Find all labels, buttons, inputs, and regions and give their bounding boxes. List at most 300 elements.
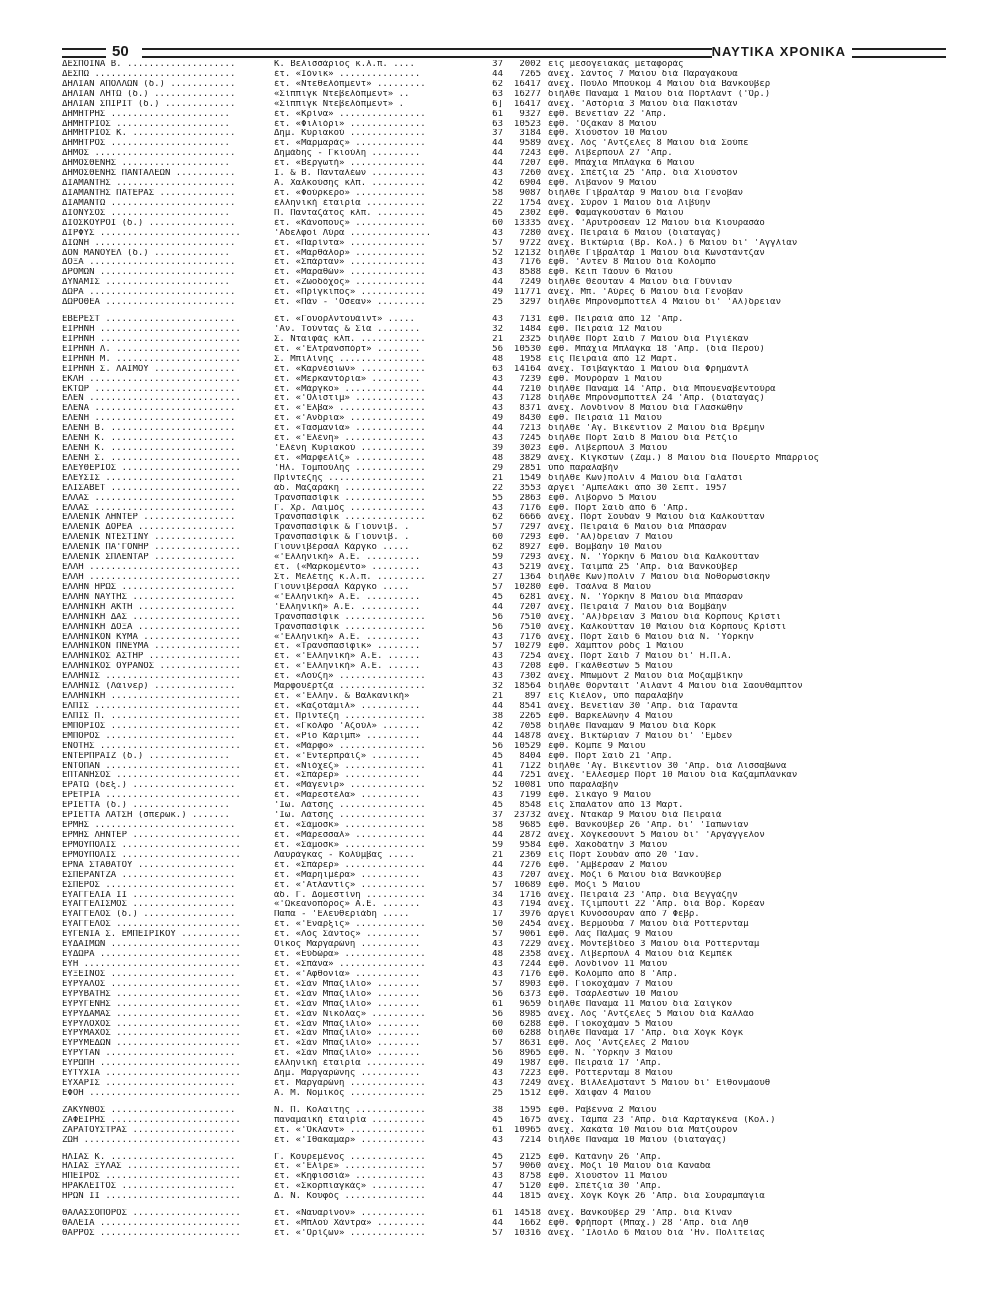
table-row	[62, 159, 946, 169]
movement: ἐφθ. Τσάλνα 8 Μαΐου	[548, 582, 651, 592]
tonnage: 7280	[519, 228, 541, 238]
movement: εἰς Πόρτ Σουδάν ἀπό 20 'Ιαν.	[548, 850, 700, 860]
year-built: 56	[492, 1049, 503, 1059]
ship-name: ΔΕΣΠΟΙΝΑ Β. ....................	[62, 60, 236, 69]
movement: ἐφθ. Ρόττερνταμ 8 Μαΐου	[548, 1069, 673, 1079]
ship-ledger	[62, 60, 946, 1246]
tonnage: 7302	[519, 672, 541, 682]
movement: ἀνεχ. Λὸς 'Αντζελες 5 Μαΐου διά Καλλάο	[548, 1009, 754, 1019]
ship-name: ΕΛΕΝΑ ..........................	[62, 404, 236, 414]
year-built: 44	[492, 159, 503, 169]
table-row	[62, 791, 946, 801]
movement: ἐφθ. Μπάχια Μπλάγκα 6 Μαΐου	[548, 159, 695, 169]
owner: ἑτ. «Σὰν Νικόλας» ..........	[274, 1009, 426, 1019]
year-built: 45	[492, 751, 503, 761]
tonnage: 16277	[513, 89, 541, 99]
owner: «'Ωκεανοπόρος» Α.Ε. .......	[274, 900, 421, 910]
table-row	[62, 1106, 946, 1116]
ship-name: ΕΛΛΗΝΙΚΟΝ ΠΝΕΥΜΑ ................	[62, 642, 241, 652]
year-built: 45	[492, 801, 503, 811]
tonnage: 2002	[519, 60, 541, 69]
ship-name: ΔΙΑΜΑΝΤΗΣ ......................	[62, 179, 236, 189]
tonnage: 6904	[519, 179, 541, 189]
ship-name: ΕΥΡΥΒΑΤΗΣ .......................	[62, 989, 241, 999]
table-row	[62, 335, 946, 345]
ship-group	[62, 1106, 946, 1146]
tonnage: 1754	[519, 198, 541, 208]
movement: εἰς μεσογειακάς μεταφοράς	[548, 60, 684, 69]
tonnage: 8927	[519, 543, 541, 553]
year-built: 39	[492, 444, 503, 454]
movement: ἀνεχ. Μοντεβίδεο 3 Μαΐου διά Ρόττερνταμ	[548, 940, 760, 950]
ship-name: ΕΙΡΗΝΗ ..........................	[62, 324, 241, 334]
table-row	[62, 682, 946, 692]
tonnage: 3297	[519, 298, 541, 308]
movement: ἐφθ. Κόμπε 9 Μαΐου	[548, 741, 646, 751]
year-built: 60	[492, 1019, 503, 1029]
owner: ἑτ. «'Αφθονία» ............	[274, 969, 421, 979]
tonnage: 5219	[519, 563, 541, 573]
movement: ἐφθ. Ν. 'Υόρκην 3 Μαΐου	[548, 1049, 673, 1059]
table-row	[62, 742, 946, 752]
ship-name: ΕΝΟΤΗΣ ..........................	[62, 741, 241, 751]
movement: διῆλθε Θόρνταιτ 'Αϊλαντ 4 Μαΐου διά Σαουθάμπτον	[548, 682, 803, 692]
year-built: 62	[492, 543, 503, 553]
tonnage: 2872	[519, 830, 541, 840]
owner: ἑτ. «Φιλιόρι» ..............	[274, 119, 426, 129]
year-built: 48	[492, 950, 503, 960]
tonnage: 2851	[519, 463, 541, 473]
table-row	[62, 722, 946, 732]
year-built: 17	[492, 910, 503, 920]
table-row	[62, 375, 946, 385]
table-row	[62, 523, 946, 533]
owner: ἑτ. «Γουορλντουάϊντ» .....	[274, 315, 415, 325]
table-row	[62, 881, 946, 891]
owner: Πρίντεζης ..................	[274, 473, 426, 483]
tonnage: 9722	[519, 238, 541, 248]
tonnage: 2369	[519, 850, 541, 860]
tonnage: 10316	[513, 1229, 541, 1239]
table-row	[62, 1089, 946, 1099]
ship-name: ΕΥΡΥΔΑΜΑΣ .......................	[62, 1009, 241, 1019]
table-row	[62, 692, 946, 702]
tonnage: 8541	[519, 702, 541, 711]
year-built: 43	[492, 632, 503, 642]
ship-name: ΔΩΡΟΘΕΑ ........................	[62, 298, 236, 308]
ship-name: ΕΡΙΕΤΤΑ ΛΑΤΣΗ (σπερωκ.) .......	[62, 811, 230, 821]
year-built: 44	[492, 860, 503, 870]
table-row	[62, 672, 946, 682]
ship-name: ΖΑΡΑΤΟΥΣΤΡΑΣ ...................	[62, 1125, 236, 1135]
ship-group	[62, 315, 946, 1099]
owner: ἑτ. «Σπάρερ» ...............	[274, 860, 426, 870]
tonnage: 2863	[519, 493, 541, 503]
movement: ἀνεχ. Βερμούδα 7 Μαΐου διά Ρόττερνταμ	[548, 920, 749, 930]
ship-name: ΖΩΗ .............................	[62, 1135, 241, 1145]
movement: ἀνεχ. 'Αστόρια 3 Μαΐου διά Πακιστάν	[548, 99, 738, 109]
ship-name: ΕΣΠΕΡΑΝΤΖΑ .....................	[62, 870, 236, 880]
table-row	[62, 613, 946, 623]
ship-name: ΕΛΛΕΝΙΚ ΣΠΛΕΝΤΑΡ ...............	[62, 553, 236, 563]
tonnage: 9589	[519, 139, 541, 149]
owner: ἑτ. («Μαρκομέντο» .........	[274, 563, 421, 573]
year-built: 61	[492, 999, 503, 1009]
table-row	[62, 603, 946, 613]
year-built: 57	[492, 523, 503, 533]
year-built: 21	[492, 473, 503, 483]
owner: Τρανσπασίφικ ...............	[274, 513, 426, 523]
movement: διῆλθε Παναμᾶ 17 'Απρ. διά Χὸγκ Κὸγκ	[548, 1029, 744, 1039]
table-row	[62, 444, 946, 454]
tonnage: 6373	[519, 989, 541, 999]
owner: Δ. Ν. Κουφός ...............	[274, 1192, 426, 1202]
owner: ἑτ. «Κάνοπους» .............	[274, 218, 426, 228]
owner: ἑτ. «Κρίνα» ................	[274, 109, 426, 119]
tonnage: 7207	[519, 870, 541, 880]
tonnage: 897	[524, 692, 541, 702]
year-built: 6]	[492, 99, 503, 109]
ship-name: ΕΡΝΑ ΣΤΑΘΑΤΟΥ ..................	[62, 860, 236, 870]
tonnage: 8548	[519, 801, 541, 811]
table-row	[62, 970, 946, 980]
movement: ἀνεχ. Βενετίαν 30 'Απρ. διά Τάραντα	[548, 702, 738, 711]
year-built: 43	[492, 404, 503, 414]
year-built: 49	[492, 288, 503, 298]
owner: Σ. Μπιλίνης ................	[274, 354, 426, 364]
movement: ἐφθ. Σικάγο 9 Μαΐου	[548, 791, 651, 801]
ship-name: ΕΡΜΟΥΠΟΛΙΣ ......................	[62, 840, 241, 850]
table-row	[62, 149, 946, 159]
year-built: 60	[492, 218, 503, 228]
movement: ἀνεχ. Χόγκεσουντ 5 Μαΐου δι' 'Αργάγγελον	[548, 830, 765, 840]
tonnage: 7128	[519, 394, 541, 404]
year-built: 44	[492, 139, 503, 149]
movement: ἐφθ. Γιοκοχάμαν 7 Μαΐου	[548, 979, 673, 989]
table-row	[62, 841, 946, 851]
owner: Α. Μ. Νομικός ..............	[274, 1088, 426, 1098]
owner: ἑτ. Πρίντεζη ...............	[274, 711, 426, 721]
owner: «Σίππιγκ Ντεβελόπμεντ» ..	[274, 89, 410, 99]
year-built: 61	[492, 1125, 503, 1135]
year-built: 37	[492, 60, 503, 69]
ship-name: ΕΥΑΓΓΕΛΙΣΜΟΣ ...................	[62, 900, 236, 910]
ship-name: ΔΙΟΝΥΣΟΣ ......................	[62, 208, 230, 218]
tonnage: 2325	[519, 334, 541, 344]
ship-group	[62, 1153, 946, 1203]
ship-name: ΕΛΛΗΝΙΚΗ ........................	[62, 692, 241, 702]
year-built: 43	[492, 662, 503, 672]
owner: 'Αδελφοί Λύρα ...............	[274, 228, 432, 238]
ship-name: ΕΥΤΥΧΙΑ .........................	[62, 1069, 241, 1079]
tonnage: 3184	[519, 129, 541, 139]
owner: ἑτ. «Πάν - 'Οσεαν» .........	[274, 298, 426, 308]
tonnage: 3976	[519, 910, 541, 920]
ship-name: ΕΛΕΝΗ Κ. .......................	[62, 434, 236, 444]
ship-name: ΕΚΤΩΡ ..........................	[62, 384, 236, 394]
movement: διῆλθε Παναμᾶ 14 'Απρ. διά Μπουεναβεντούρα	[548, 384, 776, 394]
year-built: 43	[492, 268, 503, 278]
owner: ἑτ. «'Εναρξις» .............	[274, 920, 426, 930]
tonnage: 6288	[519, 1019, 541, 1029]
tonnage: 1512	[519, 1088, 541, 1098]
tonnage: 9584	[519, 840, 541, 850]
tonnage: 9087	[519, 188, 541, 198]
year-built: 57	[492, 1039, 503, 1049]
ship-name: ΕΙΡΗΝΗ ..........................	[62, 334, 241, 344]
table-row	[62, 404, 946, 414]
movement: ἐφθ. Λιβανον 9 Μαΐου	[548, 179, 657, 189]
owner: 'Ελένη Κυριακού ............	[274, 444, 426, 454]
tonnage: 8985	[519, 1009, 541, 1019]
movement: ἀνεχ. 'Αρυτρόσεαν 12 Μαΐου διά Κιουρασάο	[548, 218, 765, 228]
table-row	[62, 355, 946, 365]
ship-name: ΗΡΩΝ ΙΙ .........................	[62, 1192, 241, 1202]
movement: ἐφθ. Χάϊφαν 4 Μαΐου	[548, 1088, 651, 1098]
owner: Δημ. Κυριακού ..............	[274, 129, 426, 139]
owner: ἑτ. «Μάγενιρ» ..............	[274, 781, 426, 791]
movement: ἐφθ. Κατάνην 26 'Απρ.	[548, 1152, 662, 1162]
owner: ἑτ. «Σὰν Μπαζίλιο» ........	[274, 989, 421, 999]
table-row	[62, 1153, 946, 1163]
movement: διῆλθε Παναμᾶ 10 Μαΐου (διαταγάς)	[548, 1135, 727, 1145]
owner: ἑτ. «Σὰν Μπαζίλιο» ........	[274, 999, 421, 1009]
tonnage: 10529	[513, 741, 541, 751]
ship-name: ΕΥΡΥΜΑΧΟΣ .......................	[62, 1029, 241, 1039]
movement: ἀνεχ. Τζιμπουτί 22 'Απρ. διά Βόρ. Κορέαν	[548, 900, 765, 910]
year-built: 52	[492, 781, 503, 791]
table-row	[62, 100, 946, 110]
owner: ἀδ. Μαζαράκη ...............	[274, 483, 426, 493]
movement: ἐφθ. Μόζι 5 Μαΐου	[548, 880, 641, 890]
tonnage: 8903	[519, 979, 541, 989]
owner: ἑλληνική ἑταιρία ...........	[274, 1059, 426, 1069]
tonnage: 16417	[513, 99, 541, 109]
year-built: 49	[492, 414, 503, 424]
ship-name: ΕΛΛΕΝΙΚ ΔΟΡΕΑ ..................	[62, 523, 236, 533]
movement: ἀργεῖ Κυνόσουραν ἀπό 7 Φεβρ.	[548, 910, 700, 920]
header-rule-left	[62, 48, 106, 58]
tonnage: 7058	[519, 721, 541, 731]
owner: «'Ελληνική» Α.Ε. ..........	[274, 632, 421, 642]
ship-name: ΔΟΞΑ ...........................	[62, 258, 236, 268]
tonnage: 2454	[519, 920, 541, 930]
table-row	[62, 219, 946, 229]
movement: εἰς Σπαλάτον ἀπό 13 Μαρτ.	[548, 801, 684, 811]
year-built: 44	[492, 731, 503, 741]
ship-name: ΔΙΟΣΚΟΥΡΟΙ (δ.) ................	[62, 218, 236, 228]
tonnage: 18564	[513, 682, 541, 692]
table-row	[62, 1136, 946, 1146]
owner: ἑτ. «'Ελίρε» ...............	[274, 1162, 426, 1172]
ship-name: ΕΛΙΣΑΒΕΤ ........................	[62, 483, 241, 493]
table-row	[62, 940, 946, 950]
table-row	[62, 593, 946, 603]
owner: ἑτ. «'Όκλαντ» ..............	[274, 1125, 426, 1135]
tonnage: 7239	[519, 374, 541, 384]
year-built: 44	[492, 424, 503, 434]
tonnage: 10689	[513, 880, 541, 890]
owner: ἑτ. «Φούρκερο» .............	[274, 188, 426, 198]
year-built: 56	[492, 344, 503, 354]
ship-name: ΕΥΡΥΑΛΟΣ ........................	[62, 979, 241, 989]
table-row	[62, 268, 946, 278]
ship-name: ΕΛΛΗΝΙΣ (Λάϊνερ) ...............	[62, 682, 236, 692]
owner: 'Ιω. Λάτσης ................	[274, 801, 426, 811]
year-built: 43	[492, 900, 503, 910]
movement: ἐφθ. Μουρόραν 1 Μαΐου	[548, 374, 662, 384]
year-built: 43	[492, 258, 503, 268]
tonnage: 9327	[519, 109, 541, 119]
movement: διῆλθε Μπρόνσμποττελ 24 'Απρ. (διαταγάς)	[548, 394, 765, 404]
owner: ἑτ. «'Ορίζων» ..............	[274, 1229, 426, 1239]
tonnage: 7510	[519, 612, 541, 622]
year-built: 29	[492, 463, 503, 473]
header-rule-middle	[142, 48, 712, 58]
ship-name: ΕΛΛΗΝΙΚΟΣ ΟΥΡΑΝΟΣ ...............	[62, 662, 241, 672]
table-row	[62, 662, 946, 672]
movement: ἀνεχ. Κίγκστων (Ζαμ.) 8 Μαΐου διά Πουέρτο Μπάρριος	[548, 453, 819, 463]
table-row	[62, 60, 946, 70]
ship-name: ΔΗΛΙΑΝ ΣΠΙΡΙΤ (δ.) .............	[62, 99, 236, 109]
owner: ἑτ. Μαργαρώνη ..............	[274, 1079, 426, 1089]
ship-name: ΖΑΚΥΝΘΟΣ .......................	[62, 1105, 236, 1115]
movement: ἐφθ. Φρήπορτ (Μπαχ.) 28 'Απρ. διά Λήθ	[548, 1219, 749, 1229]
movement: ἐφθ. Λὰς Πάλμας 9 Μαΐου	[548, 930, 673, 940]
table-row	[62, 1182, 946, 1192]
table-row	[62, 623, 946, 633]
table-row	[62, 980, 946, 990]
owner: ἑτ. «Μάρφο» ................	[274, 741, 426, 751]
ship-name: ΕΛΕΝΗ ..........................	[62, 414, 236, 424]
table-row	[62, 583, 946, 593]
year-built: 61	[492, 1209, 503, 1219]
owner: ἑτ. «Γκόλφο 'Αζούλ» .......	[274, 721, 421, 731]
table-row	[62, 1049, 946, 1059]
movement: ἐφθ. Πειραιά 17 'Απρ.	[548, 1059, 662, 1069]
year-built: 57	[492, 1162, 503, 1172]
movement: διῆλθε Παναμᾶ 1 Μαΐου διά Πόρτλαντ ('Όρ.)	[548, 89, 771, 99]
ship-name: ΔΗΜΟΣΘΕΝΗΣ ΠΑΝΤΑΛΕΩΝ ...........	[62, 169, 236, 179]
year-built: 44	[492, 278, 503, 288]
movement: ἀνεχ. Λονδίνον 8 Μαΐου διά Γλασκώθην	[548, 404, 744, 414]
table-row	[62, 179, 946, 189]
owner: Κ. Βελισσάριος κ.λ.π. ....	[274, 60, 415, 69]
ship-name: ΕΛΕΝ ............................	[62, 394, 241, 404]
ship-name: ΕΥΡΥΛΟΧΟΣ .......................	[62, 1019, 241, 1029]
movement: ἐφθ. Κολόμπο ἀπό 8 'Απρ.	[548, 969, 679, 979]
owner: ἑτ. «Μπλοὺ Χάντρα» .........	[274, 1219, 426, 1229]
tonnage: 9659	[519, 999, 541, 1009]
owner: ἑτ. «'Ελβα» ................	[274, 404, 426, 414]
owner: ἑτ. «Μαρφελίζ» .............	[274, 453, 426, 463]
ship-name: ΕΥΔΑΙΜΩΝ ........................	[62, 940, 241, 950]
tonnage: 9061	[519, 930, 541, 940]
table-row	[62, 139, 946, 149]
table-row	[62, 1010, 946, 1020]
ship-name: ΕΙΡΗΝΗ Μ. .......................	[62, 354, 241, 364]
table-row	[62, 910, 946, 920]
year-built: 56	[492, 622, 503, 632]
movement: ἀνεχ. Μπωμόντ 2 Μαΐου διά Μοζαμβίκην	[548, 672, 744, 682]
movement: διῆλθε Κων)πολιν 7 Μαΐου διά Νοθορωσίσκην	[548, 573, 771, 583]
movement: ἀνεχ. Χὸγκ Κὸγκ 26 'Απρ. διά Σουραμπάγια	[548, 1192, 765, 1202]
owner: Δημ. Μαργαρώνης ...........	[274, 1069, 421, 1079]
table-row	[62, 861, 946, 871]
publication-title: ΝΑΥΤΙΚΑ ΧΡΟΝΙΚΑ	[711, 44, 846, 59]
movement: ἀνεχ. Σπέτζια 25 'Απρ. διά Χιούστον	[548, 169, 738, 179]
ship-name: ΕΣΠΕΡΟΣ ........................	[62, 880, 236, 890]
owner: ἑτ. «Σπάνα» ................	[274, 959, 426, 969]
movement: ἀνεχ. 'Αλ)δρειαν 3 Μαΐου διά Κόρπους Κρίστι	[548, 612, 781, 622]
tonnage: 7244	[519, 959, 541, 969]
table-row	[62, 1116, 946, 1126]
owner: ἑτ. «Σκορπιαγκάς» ..........	[274, 1182, 426, 1192]
table-row	[62, 484, 946, 494]
table-row	[62, 950, 946, 960]
tonnage: 7249	[519, 1079, 541, 1089]
year-built: 32	[492, 682, 503, 692]
owner: ἑλληνική ἑταιρία ...........	[274, 198, 426, 208]
owner: ἑτ. «Λὸς Σάντος» ..........	[274, 930, 421, 940]
ship-name: ΕΜΠΟΡΟΣ ........................	[62, 731, 236, 741]
year-built: 48	[492, 354, 503, 364]
movement: ἀνεχ. Πειραιά 6 Μαΐου διά Μπάσραν	[548, 523, 727, 533]
owner: ἑτ. «Βεργωτή» ..............	[274, 159, 426, 169]
year-built: 48	[492, 453, 503, 463]
tonnage: 10530	[513, 344, 541, 354]
year-built: 62	[492, 79, 503, 89]
owner: ἑτ. «Μάρεσσαλ» .............	[274, 830, 426, 840]
year-built: 61	[492, 109, 503, 119]
ship-name: ΕΜΠΟΡΙΟΣ ........................	[62, 721, 241, 731]
year-built: 44	[492, 384, 503, 394]
owner: ἀδ. Γ. Δομεστίνη ...........	[274, 890, 426, 900]
tonnage: 14164	[513, 364, 541, 374]
movement: ἐφθ. Χιούστον 11 Μαΐου	[548, 1172, 668, 1182]
table-row	[62, 801, 946, 811]
movement: ἀνεχ. Σάντος 7 Μαΐου διά Παραγάκουα	[548, 69, 738, 79]
year-built: 43	[492, 228, 503, 238]
year-built: 43	[492, 652, 503, 662]
year-built: 59	[492, 840, 503, 850]
ship-name: ΕΥΧΑΡΙΣ ........................	[62, 1079, 236, 1089]
table-row	[62, 781, 946, 791]
ship-name: ΗΠΕΙΡΟΣ .........................	[62, 1172, 241, 1182]
year-built: 44	[492, 702, 503, 711]
movement: διῆλθε Κων)πολιν 4 Μαΐου διά Γαλάτσι	[548, 473, 744, 483]
tonnage: 1549	[519, 473, 541, 483]
owner: ἑτ. «Μαρεστέλα» ...........	[274, 791, 421, 801]
ship-name: ΕΥΡΥΓΕΝΗΣ .......................	[62, 999, 241, 1009]
owner: Σ. Νταϊφάς κλπ. ............	[274, 334, 426, 344]
movement: ἐφθ. Λονδίνον 11 Μαΐου	[548, 959, 668, 969]
ship-name: ΕΚΛΗ ............................	[62, 374, 241, 384]
table-row	[62, 1039, 946, 1049]
owner: ἑτ. «Μαραθών» ..............	[274, 268, 426, 278]
ship-name: ΕΛΛΕΝΙΚ ΠΑ'ΓΟΝΗΡ ................	[62, 543, 241, 553]
ship-name: ΔΩΡΑ ...........................	[62, 288, 236, 298]
owner: Μαρφουέρτζα ................	[274, 682, 426, 692]
owner: ἑτ. «Νιόχεζ» ...............	[274, 761, 426, 771]
owner: ἑτ. «'Ελληνική» Α.Ε. ......	[274, 662, 421, 672]
table-row	[62, 249, 946, 259]
ship-name: ΕΛΛΗ ............................	[62, 573, 241, 583]
ship-name: ΕΛΠΙΣ Π. ........................	[62, 711, 241, 721]
owner: ἑτ. «Σὰν Μπαζίλιο» ........	[274, 979, 421, 989]
owner: Ν. Π. Κολαΐτης .............	[274, 1105, 426, 1115]
owner: ἑτ. «Τρανσπασίφικ» ........	[274, 642, 421, 652]
